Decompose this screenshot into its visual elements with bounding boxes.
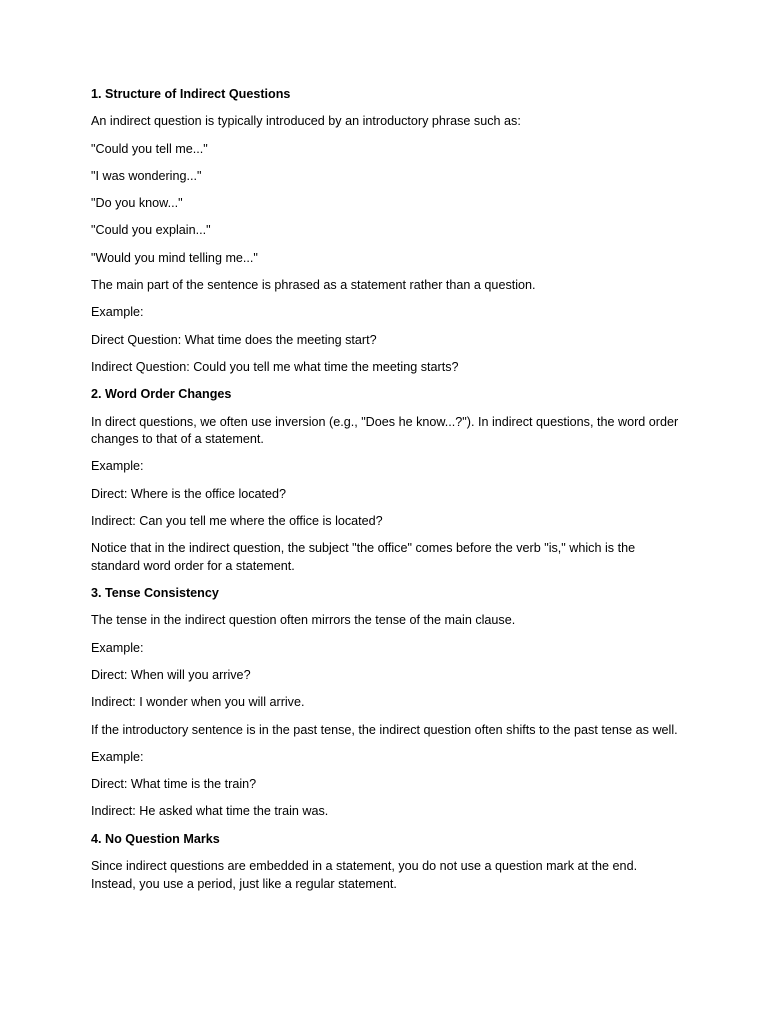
paragraph: Indirect: He asked what time the train was. (91, 804, 329, 819)
paragraph: Direct: When will you arrive? (91, 667, 251, 682)
paragraph: Direct: What time is the train? (91, 777, 257, 792)
paragraph: Direct: Where is the office located? (91, 486, 287, 501)
paragraph: The main part of the sentence is phrased as a statement rather than a question. (91, 278, 536, 293)
section-heading: 1. Structure of Indirect Questions (91, 87, 291, 101)
paragraph: Example: (91, 749, 144, 764)
section-heading: 2. Word Order Changes (91, 387, 232, 402)
paragraph: In direct questions, we often use inversion (e.g., "Does he know...?"). In indirect questions, the word order changes to that of a statement. (91, 414, 679, 447)
section-heading: 4. No Question Marks (91, 831, 220, 846)
paragraph: Indirect: Can you tell me where the office is located? (91, 513, 383, 528)
paragraph: Indirect: I wonder when you will arrive. (91, 695, 305, 710)
paragraph: "Could you tell me..." (91, 141, 208, 156)
paragraph: The tense in the indirect question often mirrors the tense of the main clause. (91, 613, 516, 628)
section-heading: 3. Tense Consistency (91, 586, 219, 601)
paragraph: Notice that in the indirect question, the subject "the office" comes before the verb "is," which is the standard word order for a statement. (91, 541, 636, 573)
paragraph: "Would you mind telling me..." (91, 250, 258, 265)
paragraph: Example: (91, 459, 144, 474)
paragraph: Direct Question: What time does the meeting start? (91, 332, 377, 347)
paragraph: Example: (91, 640, 144, 655)
paragraph: Since indirect questions are embedded in a statement, you do not use a question mark at the end. Instead, you use a period, just like a regular statement. (91, 859, 638, 891)
paragraph: If the introductory sentence is in the past tense, the indirect question often shifts to the past tense as well. (91, 722, 678, 737)
paragraph: "I was wondering..." (91, 168, 202, 183)
paragraph: "Could you explain..." (91, 223, 211, 238)
document-page (91, 86, 681, 903)
paragraph: Example: (91, 305, 144, 320)
paragraph: Indirect Question: Could you tell me what time the meeting starts? (91, 359, 459, 374)
paragraph: An indirect question is typically introduced by an introductory phrase such as: (91, 114, 521, 129)
paragraph: "Do you know..." (91, 196, 183, 211)
